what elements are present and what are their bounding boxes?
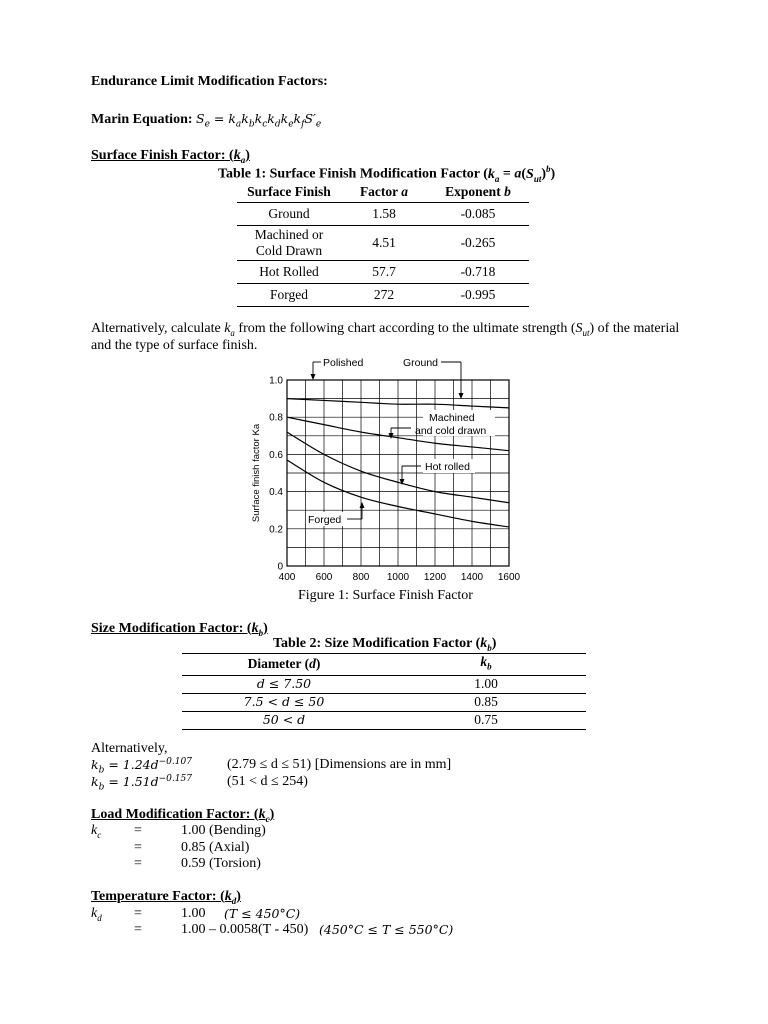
- surface-finish-table: [237, 182, 529, 307]
- temperature-range-1: (T ≤ 450°C): [224, 906, 301, 921]
- load-symbol: $k_c$: [91, 823, 102, 840]
- table-cell: 1.58: [341, 203, 427, 226]
- x-tick-label: 1000: [386, 572, 410, 583]
- arrow-forged: [360, 502, 365, 508]
- surface-finish-chart: [245, 352, 525, 587]
- size-factor-table: [182, 653, 586, 730]
- column-header: Diameter (d): [182, 654, 386, 676]
- table-cell: 4.51: [341, 226, 427, 261]
- table-row: [237, 284, 529, 307]
- size-equation-2-range: (51 < d ≤ 254): [227, 774, 308, 789]
- x-tick-label: 1600: [497, 572, 521, 583]
- alternatively-label: Alternatively,: [91, 741, 168, 756]
- table-cell: 1.00: [386, 675, 586, 693]
- y-tick-label: 0.8: [269, 412, 283, 424]
- temperature-factor-heading: Temperature Factor: $(k_d)$: [91, 889, 241, 906]
- table-cell: 0.75: [386, 711, 586, 729]
- temperature-value-1: 1.00: [181, 906, 206, 921]
- table-cell: 57.7: [341, 261, 427, 284]
- table-cell: 7.5 < d ≤ 50: [182, 693, 386, 711]
- table-cell: Machined or Cold Drawn: [237, 226, 341, 261]
- surface-finish-heading: Surface Finish Factor: $(k_a)$: [91, 148, 250, 165]
- table-cell: -0.995: [427, 284, 529, 307]
- equals-sign: =: [134, 823, 142, 838]
- size-factor-heading: Size Modification Factor: $(k_b)$: [91, 621, 268, 638]
- size-equation-1: $k_b = 1.24d^{-0.107}$: [91, 757, 192, 776]
- table-row: [182, 711, 586, 729]
- series-label-machined: Machined: [429, 412, 475, 424]
- table-cell: -0.085: [427, 203, 529, 226]
- temperature-symbol: $k_d$: [91, 906, 102, 923]
- table-cell: d ≤ 7.50: [182, 675, 386, 693]
- equals-sign: =: [134, 906, 142, 921]
- column-header: $k_b$: [386, 654, 586, 676]
- series-label-ground: Ground: [403, 357, 439, 369]
- table-row: [182, 693, 586, 711]
- column-header: Surface Finish: [237, 182, 341, 203]
- table-cell: -0.718: [427, 261, 529, 284]
- y-tick-label: 0.6: [269, 449, 283, 461]
- chart-grid: [287, 380, 509, 566]
- arrow-polished: [311, 374, 316, 380]
- load-value-torsion: 0.59 (Torsion): [181, 856, 261, 871]
- marin-equation-line: [91, 111, 321, 130]
- table-cell: Forged: [237, 284, 341, 307]
- y-axis-label: Surface finish factor Ka: [251, 423, 262, 523]
- table-row: [182, 675, 586, 693]
- table1-caption: Table 1: Surface Finish Modification Factor $(k_a = a(S_{ut})^b)$: [218, 164, 556, 184]
- figure-caption: Figure 1: Surface Finish Factor: [298, 588, 473, 603]
- page-title: Endurance Limit Modification Factors:: [91, 74, 328, 89]
- equals-sign: =: [134, 922, 142, 937]
- series-label-hot-rolled: Hot rolled: [425, 461, 470, 473]
- table-cell: 50 < d: [182, 711, 386, 729]
- temperature-value-2: 1.00 – 0.0058(T - 450): [181, 922, 309, 937]
- series-label-machined-2: and cold drawn: [415, 425, 487, 437]
- temperature-range-2: (450°C ≤ T ≤ 550°C): [319, 922, 454, 937]
- table-cell: 272: [341, 284, 427, 307]
- equals-sign: =: [134, 856, 142, 871]
- y-tick-label: 0.2: [269, 524, 283, 536]
- series-label-polished: Polished: [323, 357, 364, 369]
- column-header: Factor a: [341, 182, 427, 203]
- alternative-text-line2: and the type of surface finish.: [91, 338, 258, 353]
- arrow-ground: [459, 393, 464, 399]
- y-tick-label: 0.4: [269, 487, 283, 499]
- table-cell: 0.85: [386, 693, 586, 711]
- table-cell: Hot Rolled: [237, 261, 341, 284]
- marin-equation: $S_e = k_ak_bk_ck_dk_ek_fS'_e$: [196, 111, 322, 130]
- table-header-row: [182, 654, 586, 676]
- table-row: [237, 203, 529, 226]
- x-tick-label: 400: [278, 572, 296, 583]
- marin-label: Marin Equation:: [91, 112, 193, 127]
- load-value-bending: 1.00 (Bending): [181, 823, 266, 838]
- table-row: [237, 261, 529, 284]
- column-header: Exponent b: [427, 182, 529, 203]
- x-tick-label: 1400: [460, 572, 484, 583]
- x-tick-label: 800: [352, 572, 370, 583]
- y-tick-label: 0: [277, 561, 283, 573]
- y-tick-label: 1.0: [269, 375, 283, 387]
- x-tick-label: 1200: [423, 572, 447, 583]
- size-equation-1-range: (2.79 ≤ d ≤ 51) [Dimensions are in mm]: [227, 757, 452, 772]
- table-cell: -0.265: [427, 226, 529, 261]
- alternative-text-line1: Alternatively, calculate $k_a$ from the following chart according to the ultimate strength $(S_{ut})$ of the material: [91, 321, 680, 338]
- x-tick-label: 600: [315, 572, 333, 583]
- load-factor-heading: Load Modification Factor: $(k_c)$: [91, 807, 275, 824]
- load-value-axial: 0.85 (Axial): [181, 840, 250, 855]
- table2-caption: Table 2: Size Modification Factor $(k_b)$: [273, 636, 497, 653]
- series-label-forged: Forged: [308, 514, 342, 526]
- table-row: [237, 226, 529, 261]
- size-equation-2: $k_b = 1.51d^{-0.157}$: [91, 774, 192, 793]
- equals-sign: =: [134, 840, 142, 855]
- table-header-row: [237, 182, 529, 203]
- table-cell: Ground: [237, 203, 341, 226]
